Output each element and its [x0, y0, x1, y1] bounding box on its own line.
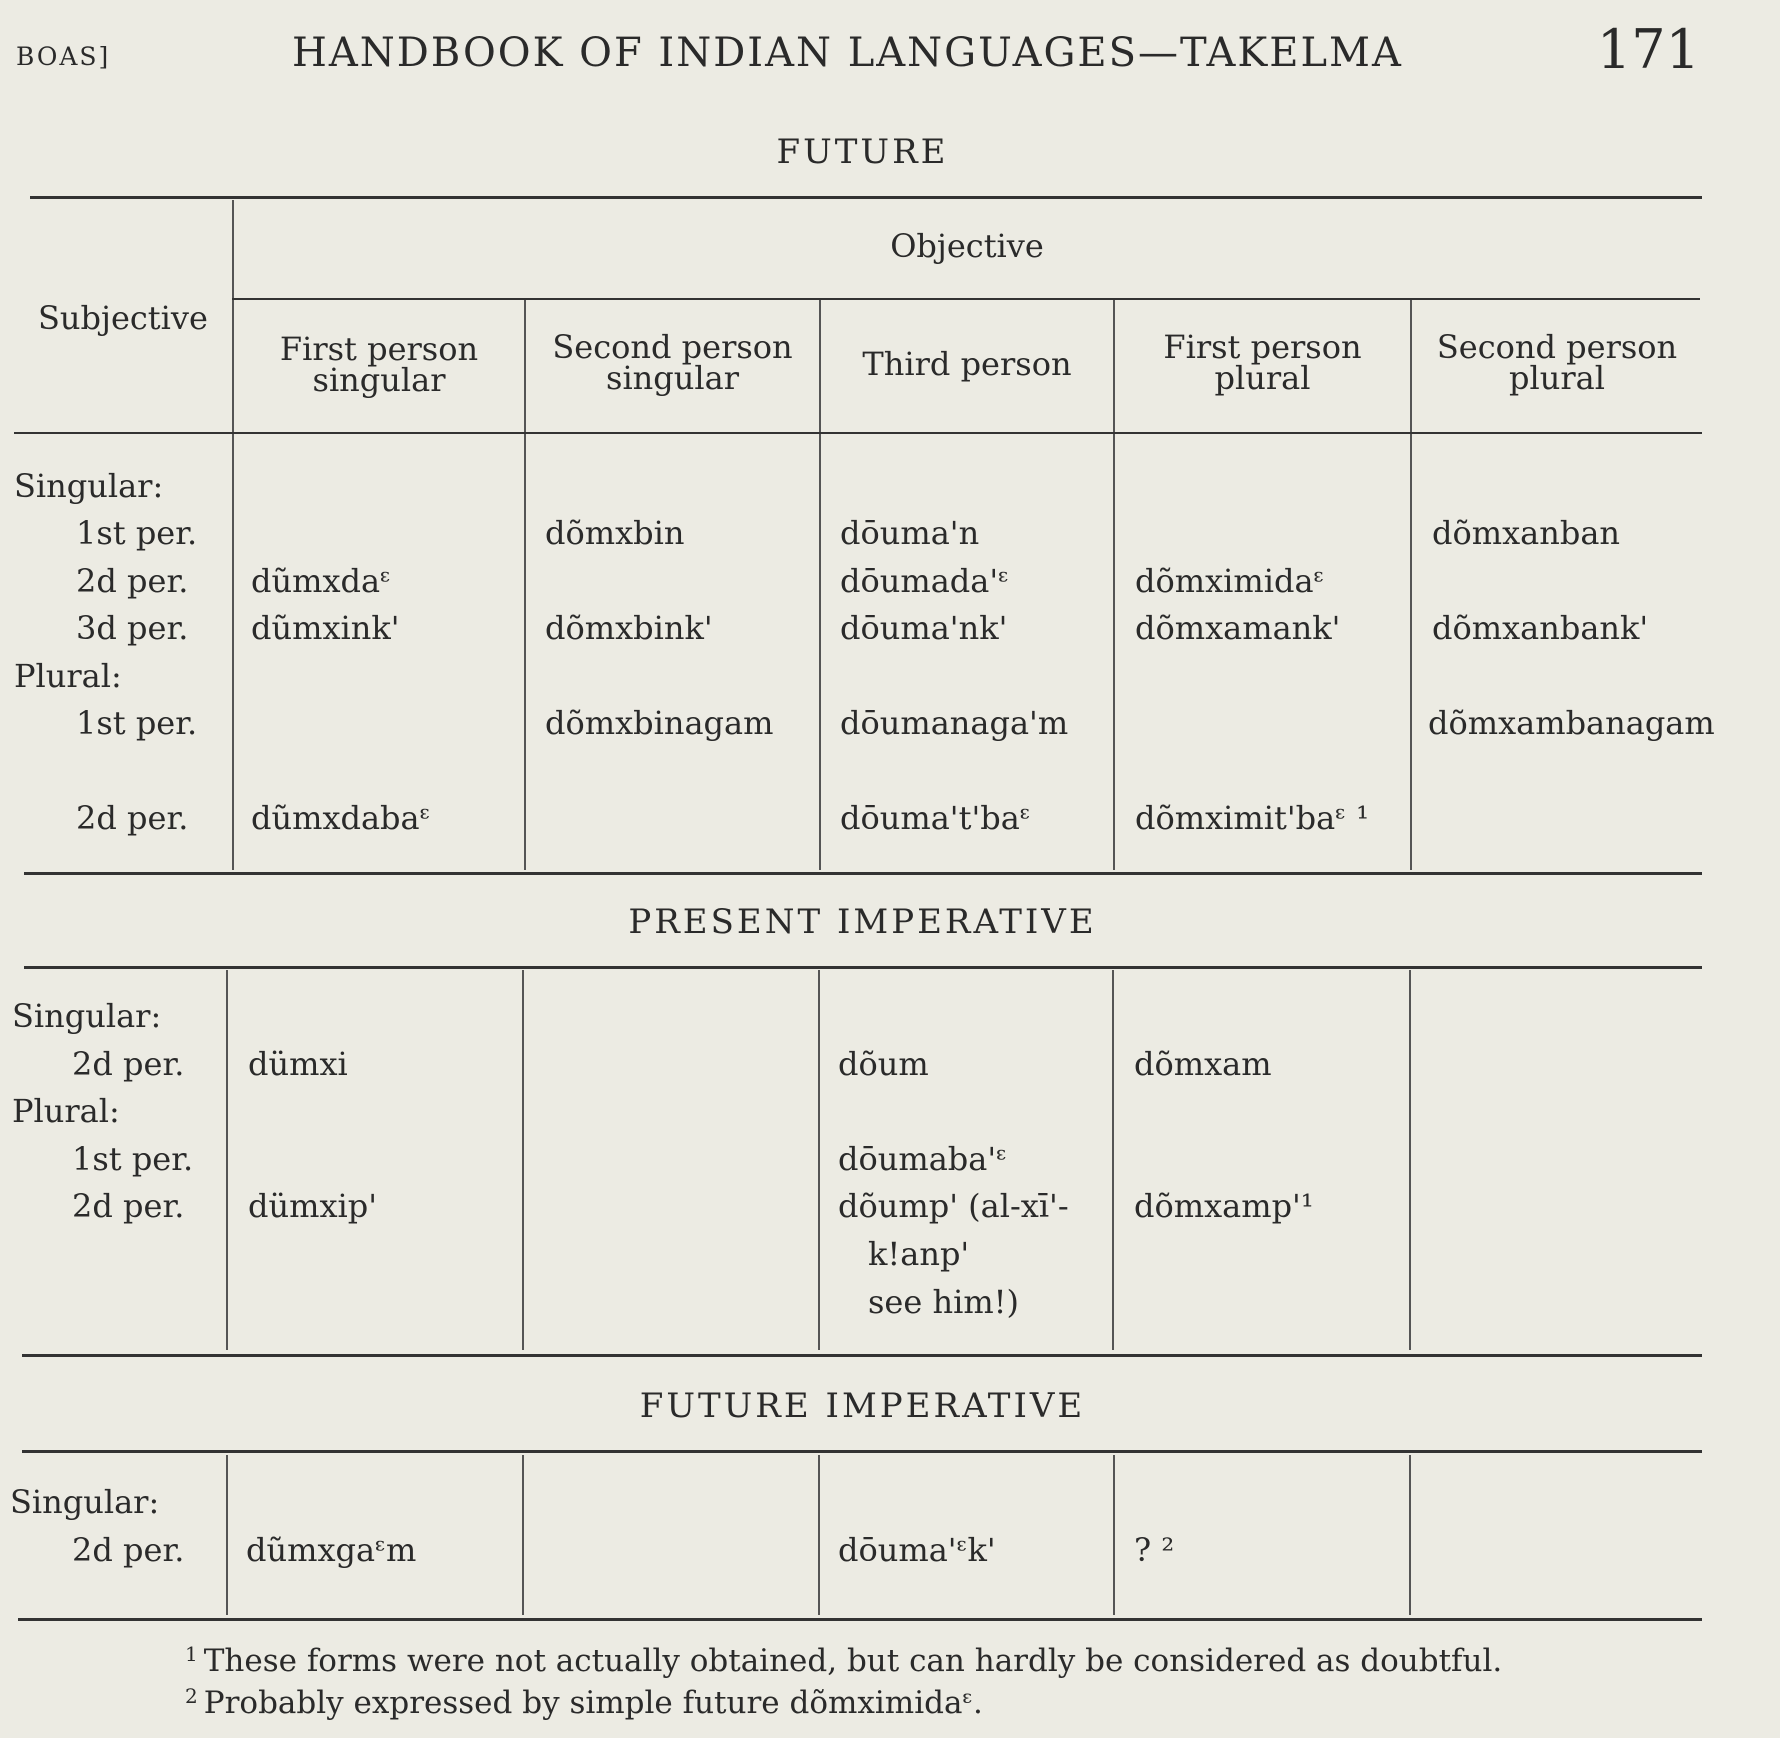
- present-imperative-top-rule: [24, 966, 1702, 969]
- future-imperative-title: FUTURE IMPERATIVE: [639, 1386, 1086, 1426]
- column-header-line: First person: [1163, 328, 1362, 366]
- footnote-mark: 1: [185, 1642, 198, 1666]
- page-number: 171: [1596, 18, 1700, 81]
- objective-rule: [232, 298, 1700, 300]
- form-cell: dũmxdaᵋ: [251, 562, 391, 600]
- present-imperative-bottom-rule: [22, 1354, 1702, 1357]
- header-title: HANDBOOK OF INDIAN LANGUAGES—TAKELMA: [292, 30, 1403, 76]
- present-imperative-title: PRESENT IMPERATIVE: [628, 902, 1097, 942]
- form-cell: dõmxanban: [1432, 514, 1620, 552]
- row-label: 1st per.: [76, 704, 198, 742]
- form-cell: dümxi: [248, 1045, 348, 1083]
- row-label: Singular:: [10, 1483, 160, 1521]
- column-header-line: plural: [1214, 359, 1311, 397]
- form-cell: dõmxbin: [545, 514, 685, 552]
- row-label: 2d per.: [76, 799, 189, 837]
- header-bottom-rule: [14, 432, 1702, 434]
- column-header-line: singular: [606, 359, 739, 397]
- divider: [232, 200, 234, 870]
- row-label: 2d per.: [72, 1187, 185, 1225]
- form-cell: ? ²: [1134, 1531, 1175, 1569]
- form-cell: dũmxink': [251, 609, 400, 647]
- header-author: BOAS]: [16, 42, 111, 71]
- column-header-line: Third person: [862, 345, 1072, 383]
- form-cell: dõmxamp'¹: [1134, 1187, 1314, 1225]
- form-cell: dõmximit'baᵋ ¹: [1135, 799, 1370, 837]
- column-header: [1412, 328, 1702, 397]
- divider: [522, 1455, 524, 1615]
- column-header: [1115, 328, 1410, 397]
- divider: [818, 970, 820, 1350]
- column-header-line: First person: [279, 330, 479, 368]
- form-cell: dōuma't'baᵋ: [840, 799, 1031, 837]
- column-header: [526, 328, 819, 397]
- form-cell: dõmxam: [1134, 1045, 1272, 1083]
- form-cell: k!anp': [868, 1235, 970, 1273]
- column-header-line: plural: [1509, 359, 1605, 397]
- divider: [819, 300, 821, 870]
- form-cell: dōumada'ᵋ: [840, 562, 1010, 600]
- footnote: [185, 1684, 983, 1721]
- row-label: 1st per.: [72, 1140, 194, 1178]
- form-cell: dõum: [838, 1045, 929, 1083]
- form-cell: dõmxamank': [1135, 609, 1341, 647]
- footnote: [185, 1642, 1502, 1679]
- objective-label: Objective: [890, 227, 1044, 265]
- form-cell: dõmximidaᵋ: [1135, 562, 1325, 600]
- future-top-rule: [30, 196, 1702, 199]
- divider: [818, 1455, 820, 1615]
- footnote-mark: 2: [185, 1684, 198, 1708]
- column-header-line: Second person: [552, 328, 793, 366]
- future-imperative-bottom-rule: [18, 1618, 1702, 1621]
- form-cell: dõmxambanagam: [1428, 704, 1715, 742]
- footnote-text: These forms were not actually obtained, but can hardly be considered as doubtful.: [203, 1643, 1503, 1679]
- footnote-text: Probably expressed by simple future dõmximidaᵋ.: [203, 1685, 983, 1721]
- form-cell: dõmxanbank': [1432, 609, 1649, 647]
- divider: [1409, 1455, 1411, 1615]
- form-cell: dōuma'n: [840, 514, 980, 552]
- row-label: Plural:: [12, 1092, 120, 1130]
- column-header-line: Second person: [1436, 328, 1678, 366]
- form-cell: dümxip': [248, 1187, 377, 1225]
- row-label: 2d per.: [76, 562, 189, 600]
- divider: [226, 1455, 228, 1615]
- future-title: FUTURE: [776, 132, 949, 172]
- form-cell: see him!): [868, 1283, 1019, 1321]
- divider: [1113, 1455, 1115, 1615]
- row-label: 1st per.: [76, 514, 198, 552]
- row-label: 2d per.: [72, 1531, 185, 1569]
- row-label: 2d per.: [72, 1045, 185, 1083]
- divider: [1409, 970, 1411, 1350]
- form-cell: dōuma'nk': [840, 609, 1008, 647]
- row-label: Singular:: [14, 467, 164, 505]
- form-cell: dōumanaga'm: [840, 704, 1069, 742]
- column-header: [821, 345, 1113, 383]
- row-label: 3d per.: [76, 609, 189, 647]
- divider: [1112, 970, 1114, 1350]
- future-imperative-top-rule: [22, 1450, 1702, 1453]
- row-label: Singular:: [12, 997, 162, 1035]
- future-bottom-rule: [24, 872, 1702, 875]
- divider: [226, 970, 228, 1350]
- form-cell: dōumaba'ᵋ: [838, 1140, 1008, 1178]
- form-cell: dũmxdabaᵋ: [251, 799, 431, 837]
- form-cell: dōuma'ᵋk': [838, 1531, 996, 1569]
- column-header-line: singular: [312, 361, 446, 399]
- divider: [522, 970, 524, 1350]
- subjective-label: Subjective: [38, 299, 208, 337]
- form-cell: dõmxbinagam: [545, 704, 774, 742]
- column-header: [234, 330, 524, 399]
- form-cell: dõump' (al-xī'-: [838, 1187, 1069, 1225]
- form-cell: dõmxbink': [545, 609, 713, 647]
- row-label: Plural:: [14, 657, 122, 695]
- form-cell: dũmxgaᵋm: [246, 1531, 417, 1569]
